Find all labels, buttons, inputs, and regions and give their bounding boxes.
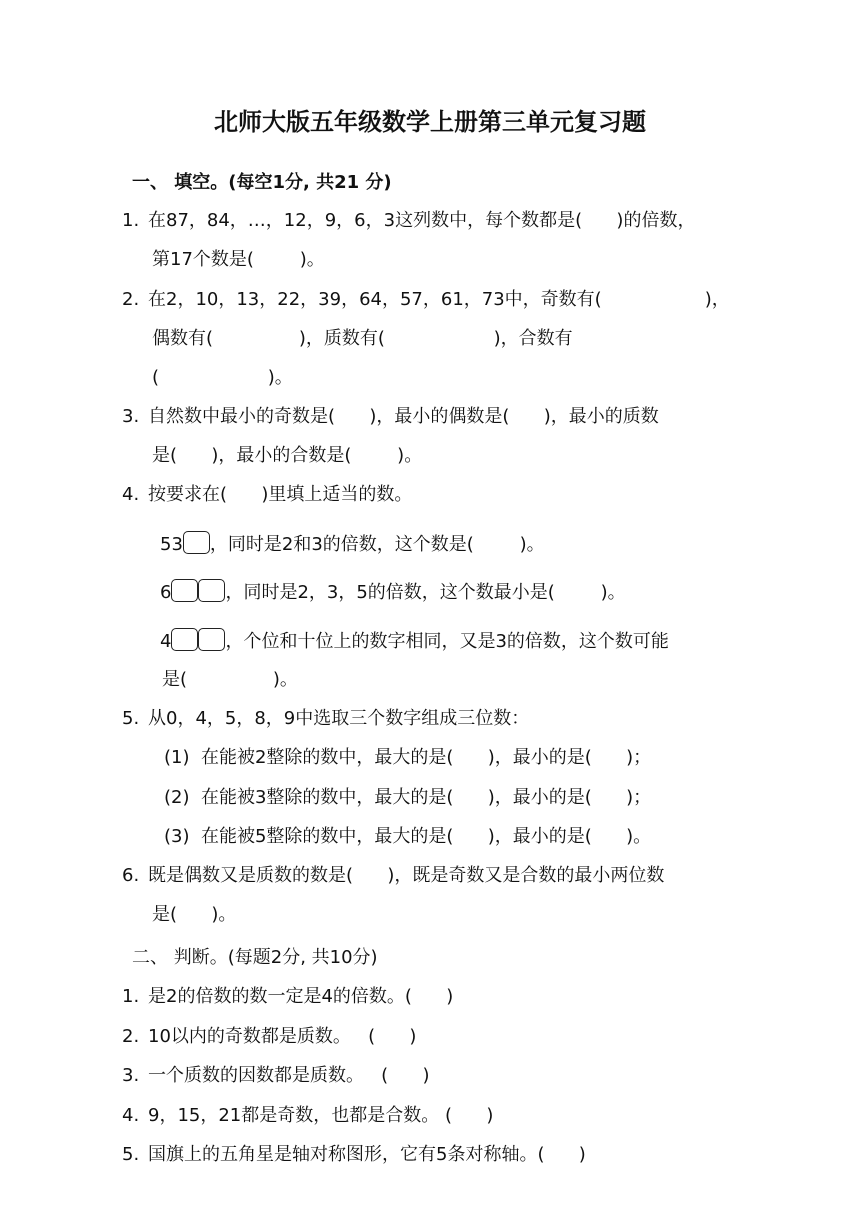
question-text: 在87，84，…，12，9，6，3这列数中，每个数都是( )的倍数， [148, 210, 696, 231]
question-6-line-1 [122, 863, 664, 889]
question-2-line-1 [122, 287, 730, 313]
question-1-line-2: 第17个数是( )。 [152, 249, 325, 270]
question-4c-line-2: 是( )。 [162, 669, 298, 690]
question-4-line-1 [122, 482, 412, 508]
digit-box[interactable] [183, 531, 210, 554]
question-5-sub-3: (3) 在能被5整除的数中，最大的是( )，最小的是( )。 [164, 826, 652, 847]
question-2-line-2: 偶数有( )，质数有( )，合数有 [152, 328, 573, 349]
digit-box[interactable] [198, 628, 225, 651]
judge-item [122, 1063, 430, 1089]
question-1-line-1 [122, 208, 695, 234]
section-heading-true-false: 二、 判断。(每题2分, 共10分) [132, 947, 378, 968]
question-text: 是2的倍数的数一定是4的倍数。( ) [148, 986, 454, 1007]
question-number: 2. [122, 289, 140, 310]
question-number: 3. [122, 1065, 140, 1086]
question-5-line-1 [122, 706, 529, 732]
question-2-line-3: ( )。 [152, 367, 293, 388]
question-6-line-2: 是( )。 [152, 904, 237, 925]
judge-item [122, 1103, 493, 1129]
question-text: 一个质数的因数都是质数。 ( ) [148, 1065, 430, 1086]
question-text: 9，15，21都是奇数，也都是合数。 ( ) [148, 1105, 494, 1126]
question-number: 4. [122, 1105, 140, 1126]
digit-box[interactable] [171, 579, 198, 602]
question-4b [160, 579, 626, 606]
question-text: 国旗上的五角星是轴对称图形，它有5条对称轴。( ) [148, 1144, 586, 1165]
judge-item [122, 1024, 416, 1050]
section-heading-fill-blanks: 一、 填空。(每空1分, 共21 分) [132, 172, 392, 193]
digit-prefix: 6 [160, 582, 172, 603]
question-number: 6. [122, 865, 140, 886]
question-number: 5. [122, 708, 140, 729]
question-text: 既是偶数又是质数的数是( )，既是奇数又是合数的最小两位数 [148, 865, 665, 886]
question-text: 在2，10，13，22，39，64，57，61，73中，奇数有( )， [148, 289, 730, 310]
question-5-sub-1: (1) 在能被2整除的数中，最大的是( )，最小的是( )； [164, 747, 652, 768]
question-text: 自然数中最小的奇数是( )，最小的偶数是( )，最小的质数 [148, 406, 659, 427]
question-5-sub-2: (2) 在能被3整除的数中，最大的是( )，最小的是( )； [164, 787, 652, 808]
question-text: 按要求在( )里填上适当的数。 [148, 484, 413, 505]
digit-prefix: 4 [160, 631, 172, 652]
digit-box[interactable] [171, 628, 198, 651]
question-text: ，同时是2和3的倍数，这个数是( )。 [209, 534, 545, 555]
judge-item [122, 1142, 586, 1168]
digit-prefix: 53 [160, 534, 183, 555]
question-number: 5. [122, 1144, 140, 1165]
question-4c [160, 628, 669, 655]
judge-item [122, 984, 453, 1010]
question-text: ，同时是2，3，5的倍数，这个数最小是( )。 [225, 582, 626, 603]
question-text: ，个位和十位上的数字相同，又是3的倍数，这个数可能 [225, 631, 669, 652]
question-4a [160, 531, 545, 558]
question-3-line-1 [122, 404, 659, 430]
question-3-line-2: 是( )，最小的合数是( )。 [152, 445, 423, 466]
question-number: 4. [122, 484, 140, 505]
page-title: 北师大版五年级数学上册第三单元复习题 [214, 107, 646, 136]
question-number: 3. [122, 406, 140, 427]
question-text: 从0，4，5，8，9中选取三个数字组成三位数： [148, 708, 530, 729]
question-number: 1. [122, 986, 140, 1007]
question-text: 10以内的奇数都是质数。 ( ) [148, 1026, 417, 1047]
digit-box[interactable] [198, 579, 225, 602]
question-number: 2. [122, 1026, 140, 1047]
question-number: 1. [122, 210, 140, 231]
